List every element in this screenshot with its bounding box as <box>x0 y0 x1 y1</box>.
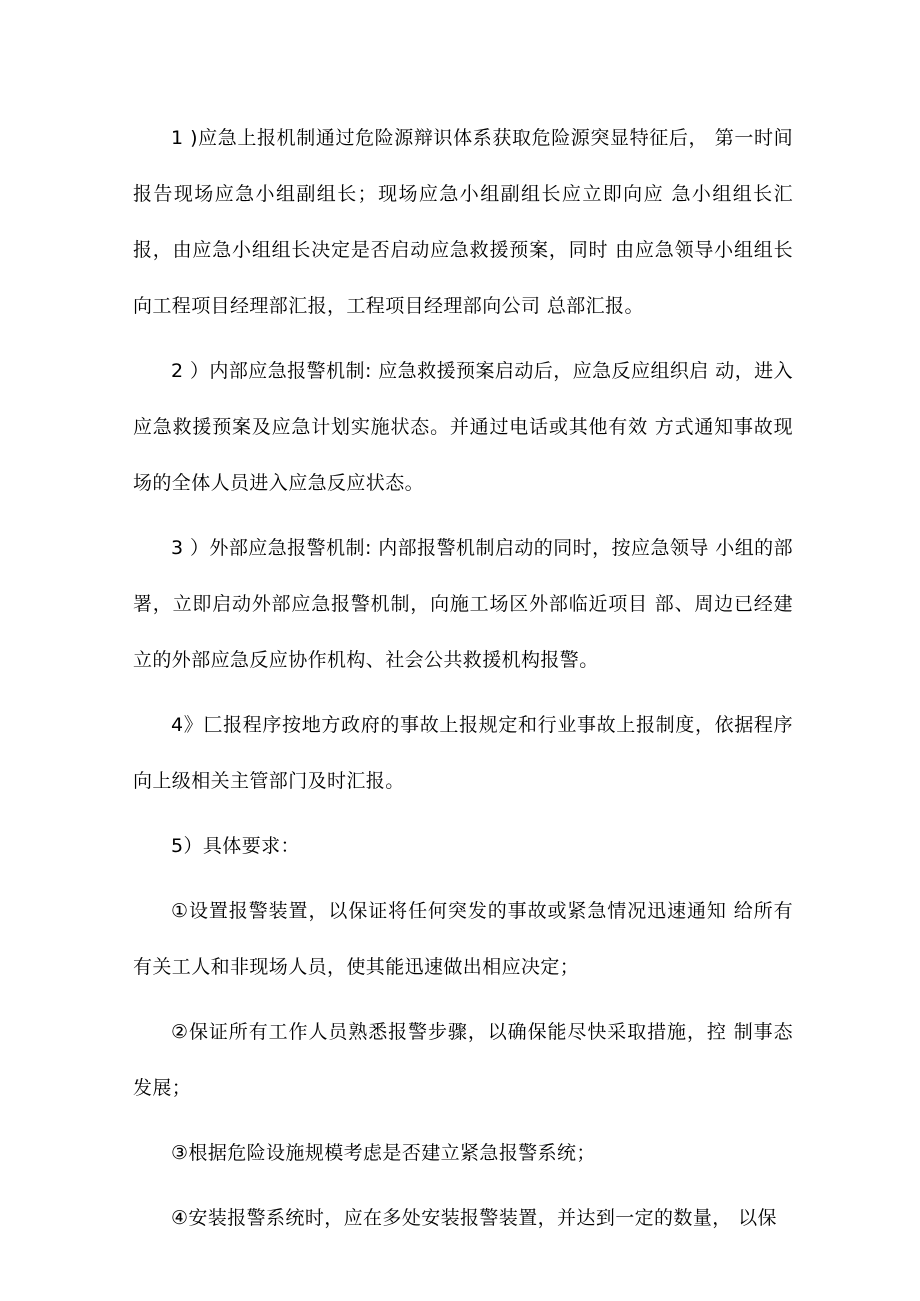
paragraph-report-procedure: 4》匚报程序按地方政府的事故上报规定和行业事故上报制度，依据程序向上级相关主管部门及时汇报。 <box>133 714 793 792</box>
paragraph-report-mechanism: 1 )应急上报机制通过危险源辩识体系获取危险源突显特征后， 第一时间报告现场应急小组副组长；现场应急小组副组长应立即向应 急小组组长汇报，由应急小组组长决定是否启动应急救援预案，同时 由应急领导小组组长向工程项目经理部汇报，工程项目经理部向公司 总部汇报。 <box>133 127 793 317</box>
requirement-item-4: ④安装报警系统时，应在多处安装报警装置，并达到一定的数量， 以保 <box>171 1207 777 1229</box>
requirement-item-1: ①设置报警装置，以保证将任何突发的事故或紧急情况迅速通知 给所有有关工人和非现场人员，使其能迅速做出相应决定； <box>133 900 793 978</box>
requirement-item-3: ③根据危险设施规模考虑是否建立紧急报警系统； <box>171 1142 596 1164</box>
paragraph-internal-alarm: 2 ）内部应急报警机制: 应急救援预案启动后，应急反应组织启 动，进入应急救援预案及应急计划实施状态。并通过电话或其他有效 方式通知事故现场的全体人员进入应急反应状态。 <box>133 360 793 494</box>
document-body <box>133 110 793 1246</box>
paragraph-external-alarm: 3 ）外部应急报警机制: 内部报警机制启动的同时，按应急领导 小组的部署，立即启动外部应急报警机制，向施工场区外部临近项目 部、周边已经建立的外部应急反应协作机构、社会公共救援机构报警。 <box>133 537 793 671</box>
requirement-item-2: ②保证所有工作人员熟悉报警步骤，以确保能尽快采取措施，控 制事态发展； <box>133 1021 793 1099</box>
paragraph-specific-requirements: 5）具体要求： <box>171 835 300 857</box>
